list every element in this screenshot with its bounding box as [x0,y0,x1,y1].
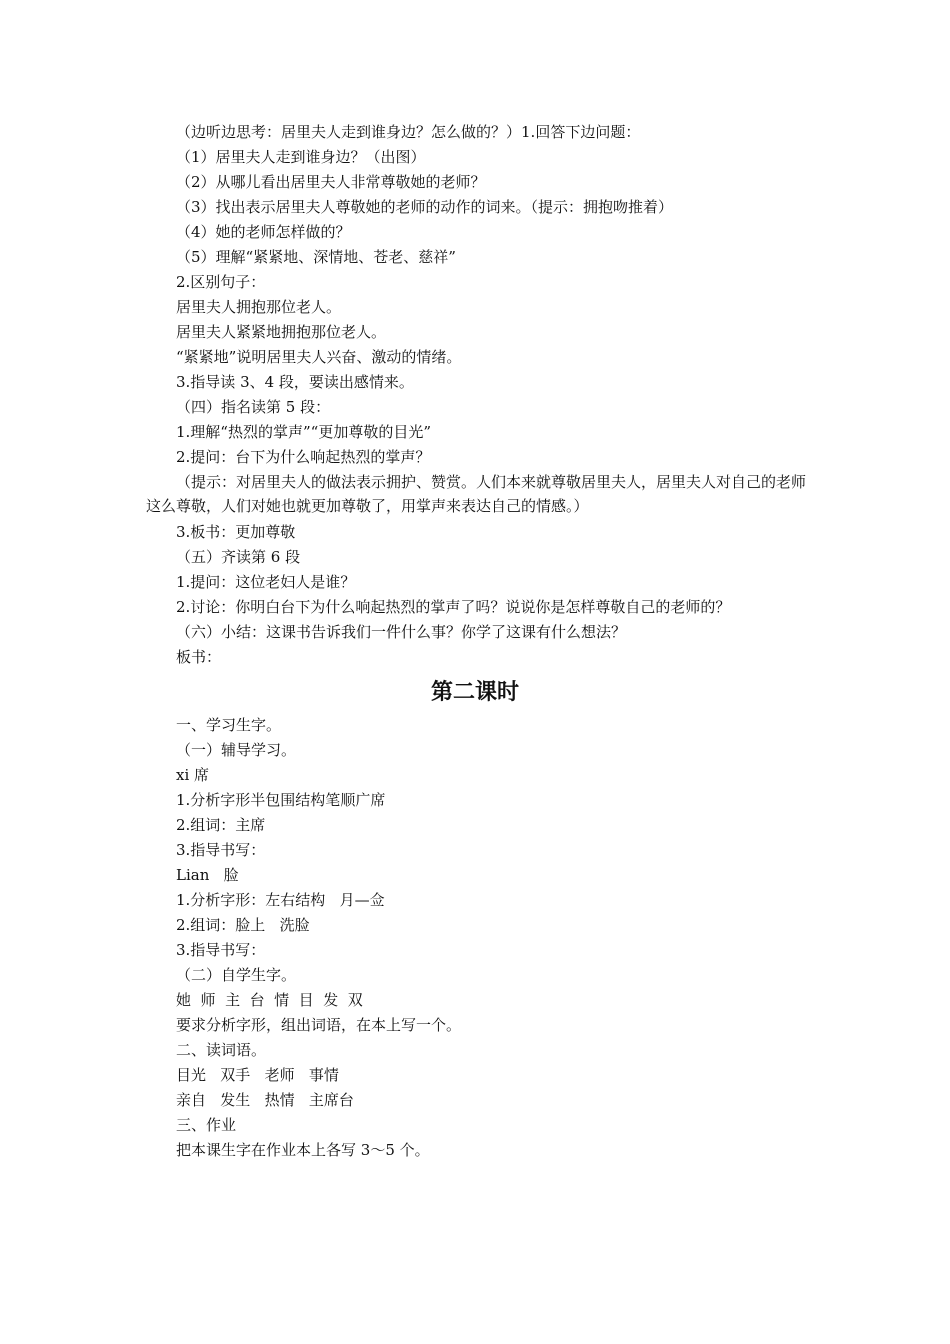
text-line: 1.分析字形半包围结构笔顺广席 [176,791,386,809]
text-line: （五）齐读第 6 段 [176,548,301,566]
lesson-part-two [0,674,950,1163]
text-line: 2.提问：台下为什么响起热烈的掌声？ [176,448,431,466]
text-line: 2.讨论：你明白台下为什么响起热烈的掌声了吗？说说你是怎样尊敬自己的老师的？ [176,598,731,616]
text-line: “紧紧地”说明居里夫人兴奋、激动的情绪。 [176,348,462,366]
text-line: 3.指导书写： [176,841,266,859]
text-line: 要求分析字形，组出词语，在本上写一个。 [176,1016,462,1034]
hint-paragraph: （提示：对居里夫人的做法表示拥护、赞赏。人们本来就尊敬居里夫人，居里夫人对自己的老师这么尊敬，人们对她也就更加尊敬了，用掌声来表达自己的情感。） [146,473,807,515]
text-line: 目光 双手 老师 事情 [176,1066,339,1084]
text-line: 3.板书：更加尊敬 [176,523,296,541]
text-line: 2.组词：脸上 洗脸 [176,916,310,934]
text-line: （一）辅导学习。 [176,741,297,759]
lesson-part-one [0,120,950,670]
text-line: 2.区别句子： [176,273,266,291]
text-line: （六）小结：这课书告诉我们一件什么事？你学了这课有什么想法？ [176,623,627,641]
text-line: Lian 脸 [176,866,239,884]
text-line: 她 师 主 台 情 目 发 双 [176,991,363,1009]
section-heading: 第二课时 [430,680,519,705]
text-line: （1）居里夫人走到谁身边？（出图） [176,148,426,166]
text-line: （二）自学生字。 [176,966,297,984]
text-line: 1.理解“热烈的掌声”“更加尊敬的目光” [176,423,431,441]
text-line: 二、读词语。 [176,1041,267,1059]
text-line: 亲自 发生 热情 主席台 [176,1091,354,1109]
text-line: 把本课生字在作业本上各写 3～5 个。 [176,1141,430,1159]
text-line: 居里夫人拥抱那位老人。 [176,298,342,316]
text-line: 三、作业 [176,1116,237,1134]
text-line: （5）理解“紧紧地、深情地、苍老、慈祥” [176,248,456,266]
text-line: （4）她的老师怎样做的？ [176,223,351,241]
text-line: 3.指导读 3、4 段，要读出感情来。 [176,373,414,391]
text-line: 2.组词：主席 [176,816,266,834]
text-line: （边听边思考：居里夫人走到谁身边？怎么做的？）1.回答下边问题： [176,123,641,141]
text-line: 板书： [176,648,222,666]
text-line: 居里夫人紧紧地拥抱那位老人。 [176,323,387,341]
text-line: （四）指名读第 5 段： [176,398,331,416]
text-line: （3）找出表示居里夫人尊敬她的老师的动作的词来。（提示：拥抱吻推着） [176,198,674,216]
text-line: xi 席 [176,766,210,784]
text-line: （2）从哪儿看出居里夫人非常尊敬她的老师？ [176,173,486,191]
text-line: 1.提问：这位老妇人是谁？ [176,573,356,591]
text-line: 一、学习生字。 [176,716,282,734]
text-line: 1.分析字形：左右结构 月—佥 [176,891,385,909]
text-line: 3.指导书写： [176,941,266,959]
